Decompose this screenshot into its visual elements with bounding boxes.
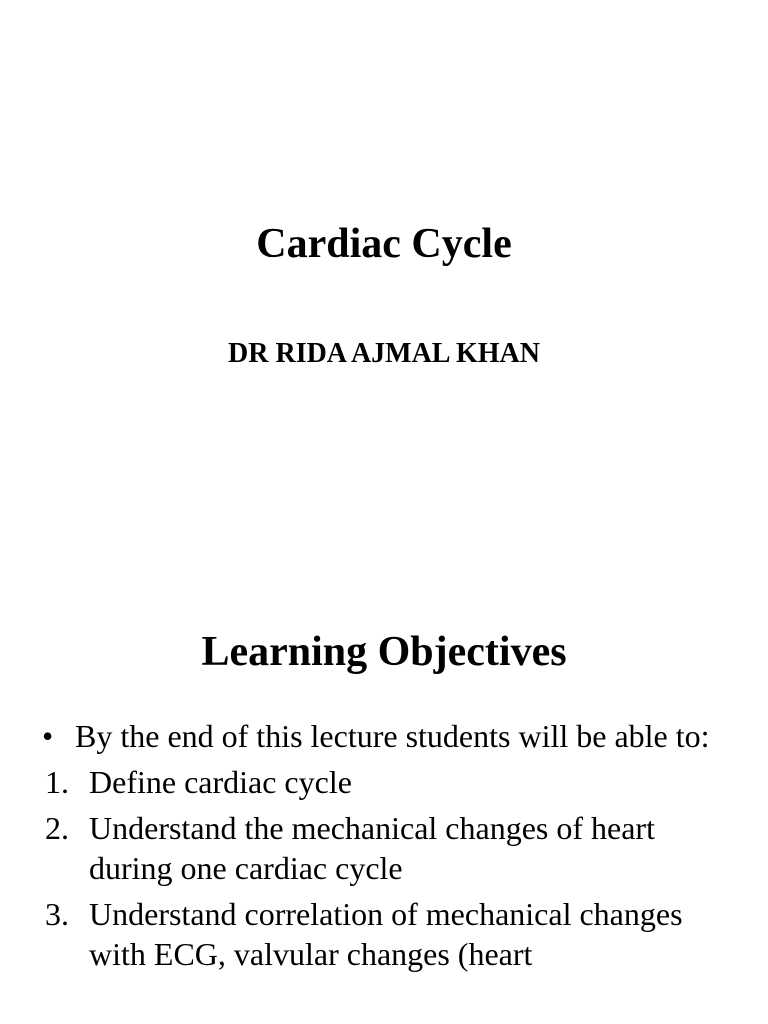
slide-heading: Learning Objectives [201, 629, 567, 675]
objective-number: 1. [45, 764, 69, 800]
objective-number: 3. [45, 896, 69, 932]
intro-bullet-item [0, 716, 768, 756]
bullet-marker: • [42, 718, 54, 754]
presentation-title: Cardiac Cycle [256, 221, 512, 267]
objective-item-2 [0, 808, 768, 888]
objective-text: Understand the mechanical changes of heart during one cardiac cycle [89, 810, 655, 886]
objective-item-3 [0, 894, 768, 974]
intro-text: By the end of this lecture students will be able to: [75, 718, 710, 754]
objective-number: 2. [45, 810, 69, 846]
slide-learning-objectives [0, 540, 768, 1024]
objective-text: Understand correlation of mechanical changes with ECG, valvular changes (heart [89, 896, 683, 972]
objective-item-1 [0, 762, 768, 802]
author-name: DR RIDA AJMAL KHAN [228, 338, 540, 369]
objectives-list [0, 716, 768, 974]
objective-text: Define cardiac cycle [89, 764, 352, 800]
